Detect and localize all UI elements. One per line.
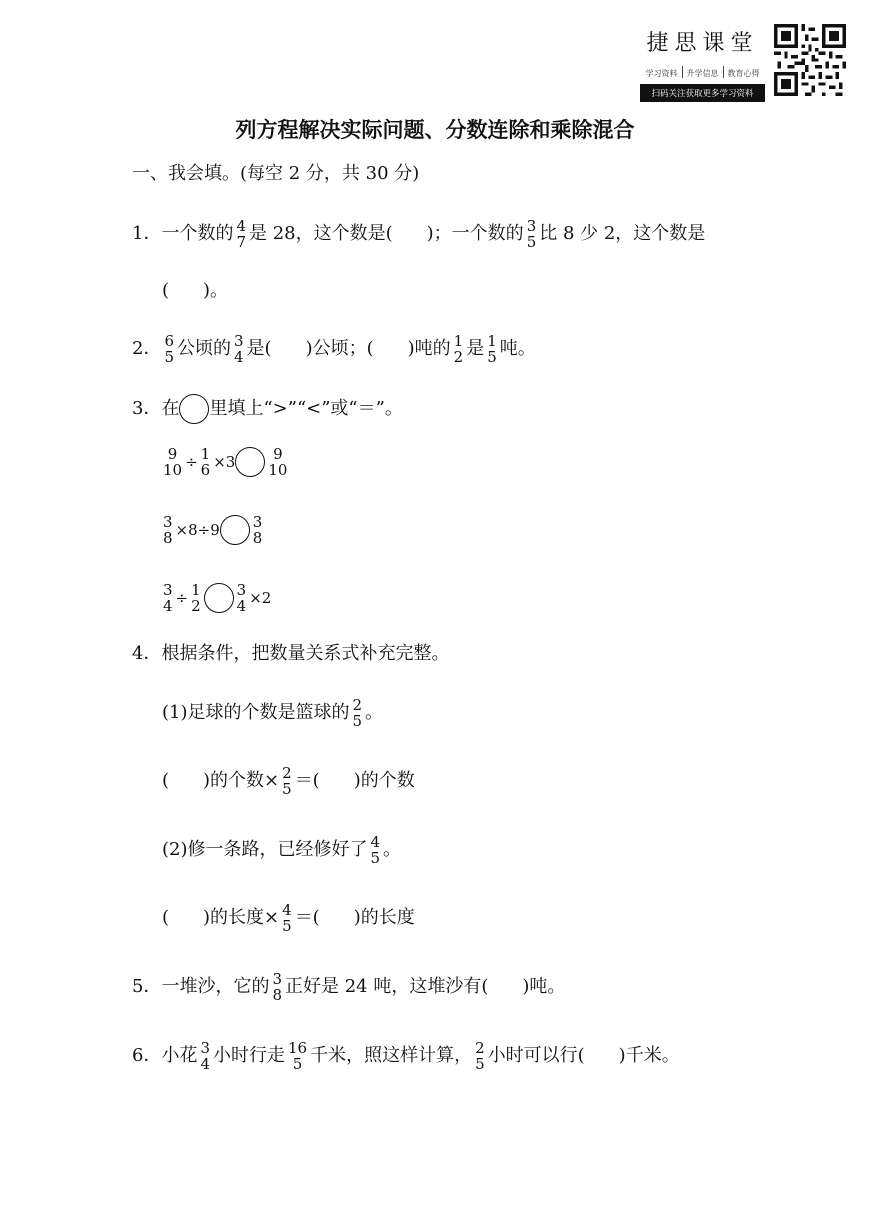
question-text: 小时行走: [213, 1045, 285, 1066]
fraction: 1 6: [200, 445, 211, 479]
question-text: )千米。: [618, 1045, 680, 1066]
question-text: 根据条件，把数量关系式补充完整。: [161, 643, 450, 664]
logo-text: 捷思课堂: [646, 31, 759, 56]
question-text: 。: [383, 839, 402, 860]
fraction: 9 10: [268, 445, 288, 479]
question-1: [132, 218, 705, 250]
question-2: [132, 333, 536, 365]
question-5: [132, 971, 565, 1003]
fraction: 3 4: [234, 332, 244, 366]
fraction: 2 5: [282, 764, 292, 798]
question-text: 千米，照这样计算，: [310, 1045, 473, 1066]
question-number: 1．: [132, 223, 162, 244]
question-text: 小时可以行(: [487, 1045, 585, 1066]
question-text: 一堆沙，它的: [161, 976, 270, 997]
fraction: 4 5: [370, 833, 381, 867]
compare-circle[interactable]: [204, 583, 234, 613]
logo-tag: 升学信息: [686, 69, 719, 78]
question-text: 是(: [246, 338, 272, 359]
question-1-cont: [162, 279, 228, 303]
compare-circle: [179, 394, 209, 424]
fraction: 1 2: [453, 332, 464, 366]
question-text: 比 8 少 2，这个数是: [539, 223, 706, 244]
fraction: 3 4: [163, 581, 173, 615]
expression-3: [160, 582, 271, 614]
compare-circle[interactable]: [235, 447, 265, 477]
question-text: 公顷的: [177, 338, 231, 359]
fraction: 1 5: [487, 332, 497, 366]
fraction: 4 5: [282, 901, 292, 935]
expression-1: [160, 446, 290, 478]
operator: ×2: [249, 589, 272, 607]
question-text: )吨的: [407, 338, 451, 359]
question-text: )公顷；(: [305, 338, 374, 359]
question-4: [132, 642, 449, 666]
question-text: )的长度: [353, 907, 415, 928]
question-text: 是: [466, 338, 485, 359]
question-text: )的个数×: [203, 770, 280, 791]
fraction: 1 2: [191, 581, 201, 615]
question-text: (: [162, 280, 170, 301]
fraction: 3 5: [526, 217, 537, 251]
question-text: )的长度×: [203, 907, 280, 928]
relation-1: [162, 765, 415, 797]
question-text: 里填上“>”“<”或“＝”。: [209, 398, 403, 419]
question-text: 小花: [161, 1045, 198, 1066]
question-text: 吨。: [499, 338, 536, 359]
question-text: )；一个数的: [426, 223, 524, 244]
section-heading: 一、我会填。(每空 2 分，共 30 分): [132, 163, 420, 184]
question-number: 3．: [132, 398, 162, 419]
condition-2: [162, 834, 401, 866]
question-6: [132, 1040, 680, 1072]
question-text: ＝(: [294, 907, 320, 928]
question-text: 在: [161, 398, 180, 419]
fraction: 16 5: [288, 1039, 308, 1073]
qr-code-icon: [774, 24, 846, 96]
operator: ×3: [213, 453, 236, 471]
fraction: 4 7: [236, 217, 246, 251]
operator: ×8÷9: [175, 521, 220, 539]
condition-1: [162, 697, 383, 729]
fraction: 3 8: [252, 513, 263, 547]
question-number: 6．: [132, 1045, 162, 1066]
question-text: )的个数: [353, 770, 415, 791]
question-text: )吨。: [522, 976, 566, 997]
question-number: 2．: [132, 338, 162, 359]
fraction: 6 5: [164, 332, 174, 366]
fraction: 3 4: [200, 1039, 210, 1073]
expression-2: [160, 514, 265, 546]
fraction: 3 4: [236, 581, 247, 615]
question-text: )。: [203, 280, 229, 301]
question-text: (: [162, 770, 170, 791]
question-text: (: [162, 907, 170, 928]
fraction: 3 8: [163, 513, 173, 547]
logo-bar: 扫码关注获取更多学习资料: [640, 84, 765, 102]
question-text: ＝(: [294, 770, 320, 791]
question-text: 一个数的: [161, 223, 234, 244]
fraction: 3 8: [272, 970, 282, 1004]
question-text: (2)修一条路，已经修好了: [162, 839, 368, 860]
question-text: (1)足球的个数是篮球的: [162, 702, 350, 723]
logo-tag: 教育心得: [727, 69, 760, 78]
question-3: [132, 394, 403, 424]
relation-2: [162, 902, 415, 934]
logo-tags: [640, 61, 765, 80]
logo: [640, 26, 765, 102]
logo-tag: 学习资料: [645, 69, 678, 78]
operator: ÷: [175, 589, 189, 607]
question-number: 4．: [132, 643, 162, 664]
page-title: 列方程解决实际问题、分数连除和乘除混合: [235, 118, 635, 142]
question-text: 正好是 24 吨，这堆沙有(: [285, 976, 489, 997]
question-text: 是 28，这个数是(: [249, 223, 393, 244]
fraction: 2 5: [352, 696, 363, 730]
question-number: 5．: [132, 976, 162, 997]
compare-circle[interactable]: [220, 515, 250, 545]
question-text: 。: [365, 702, 384, 723]
operator: ÷: [185, 453, 198, 471]
fraction: 2 5: [475, 1039, 485, 1073]
fraction: 9 10: [163, 445, 183, 479]
